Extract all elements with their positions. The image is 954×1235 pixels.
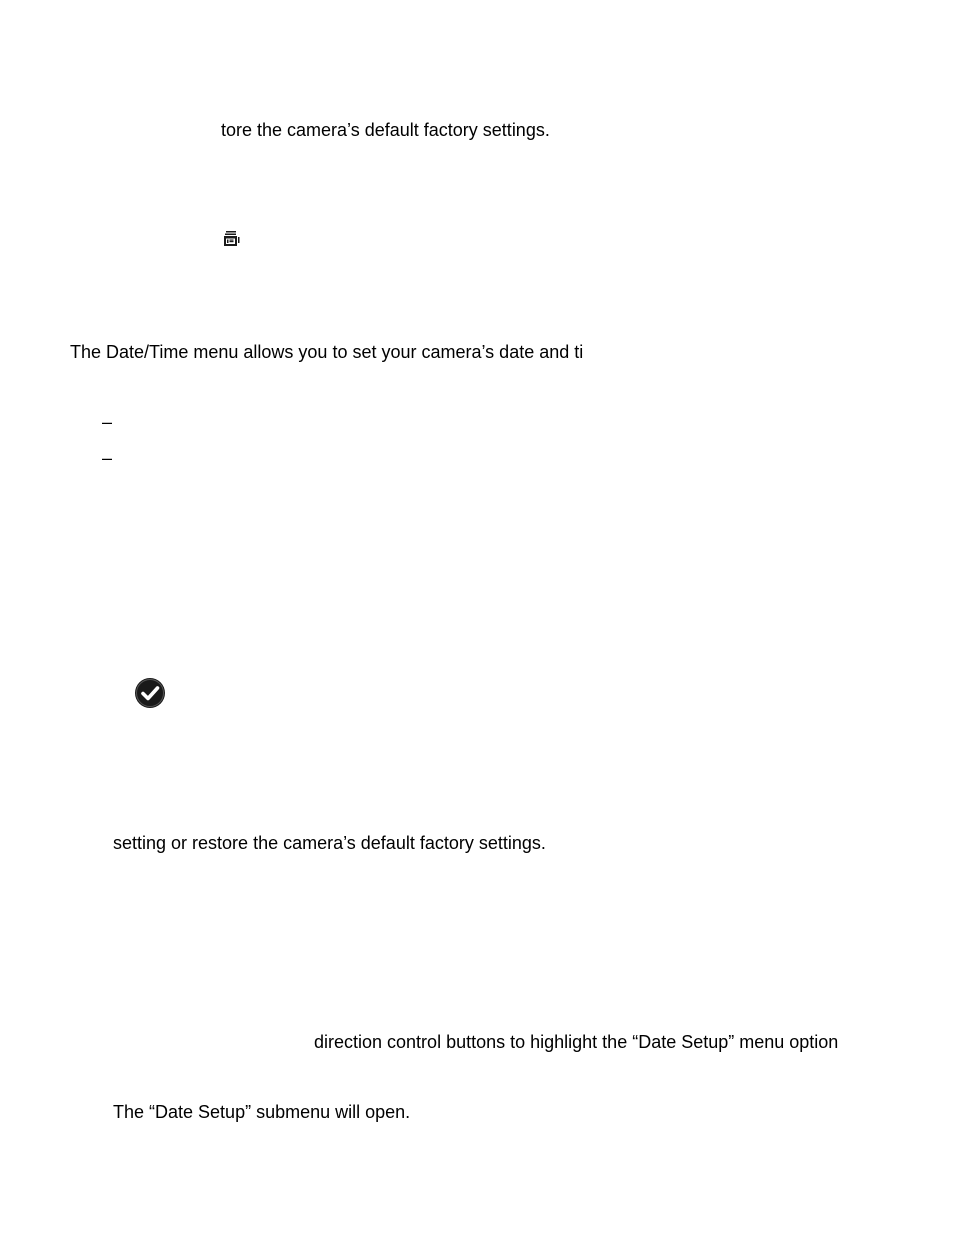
calendar-icon bbox=[223, 230, 241, 247]
direction-buttons-text: direction control buttons to highlight the “Date Setup” menu option bbox=[314, 1032, 839, 1052]
dash-bullet-2: – bbox=[102, 448, 113, 468]
submenu-open-text: The “Date Setup” submenu will open. bbox=[113, 1102, 411, 1122]
date-time-intro-text: The Date/Time menu allows you to set your camera’s date and ti bbox=[70, 342, 584, 362]
checkmark-circle-icon bbox=[134, 677, 166, 709]
restore-settings-text-top: tore the camera’s default factory settings. bbox=[221, 120, 550, 140]
restore-settings-text-bottom: setting or restore the camera’s default factory settings. bbox=[113, 833, 546, 853]
dash-bullet-1: – bbox=[102, 412, 113, 432]
